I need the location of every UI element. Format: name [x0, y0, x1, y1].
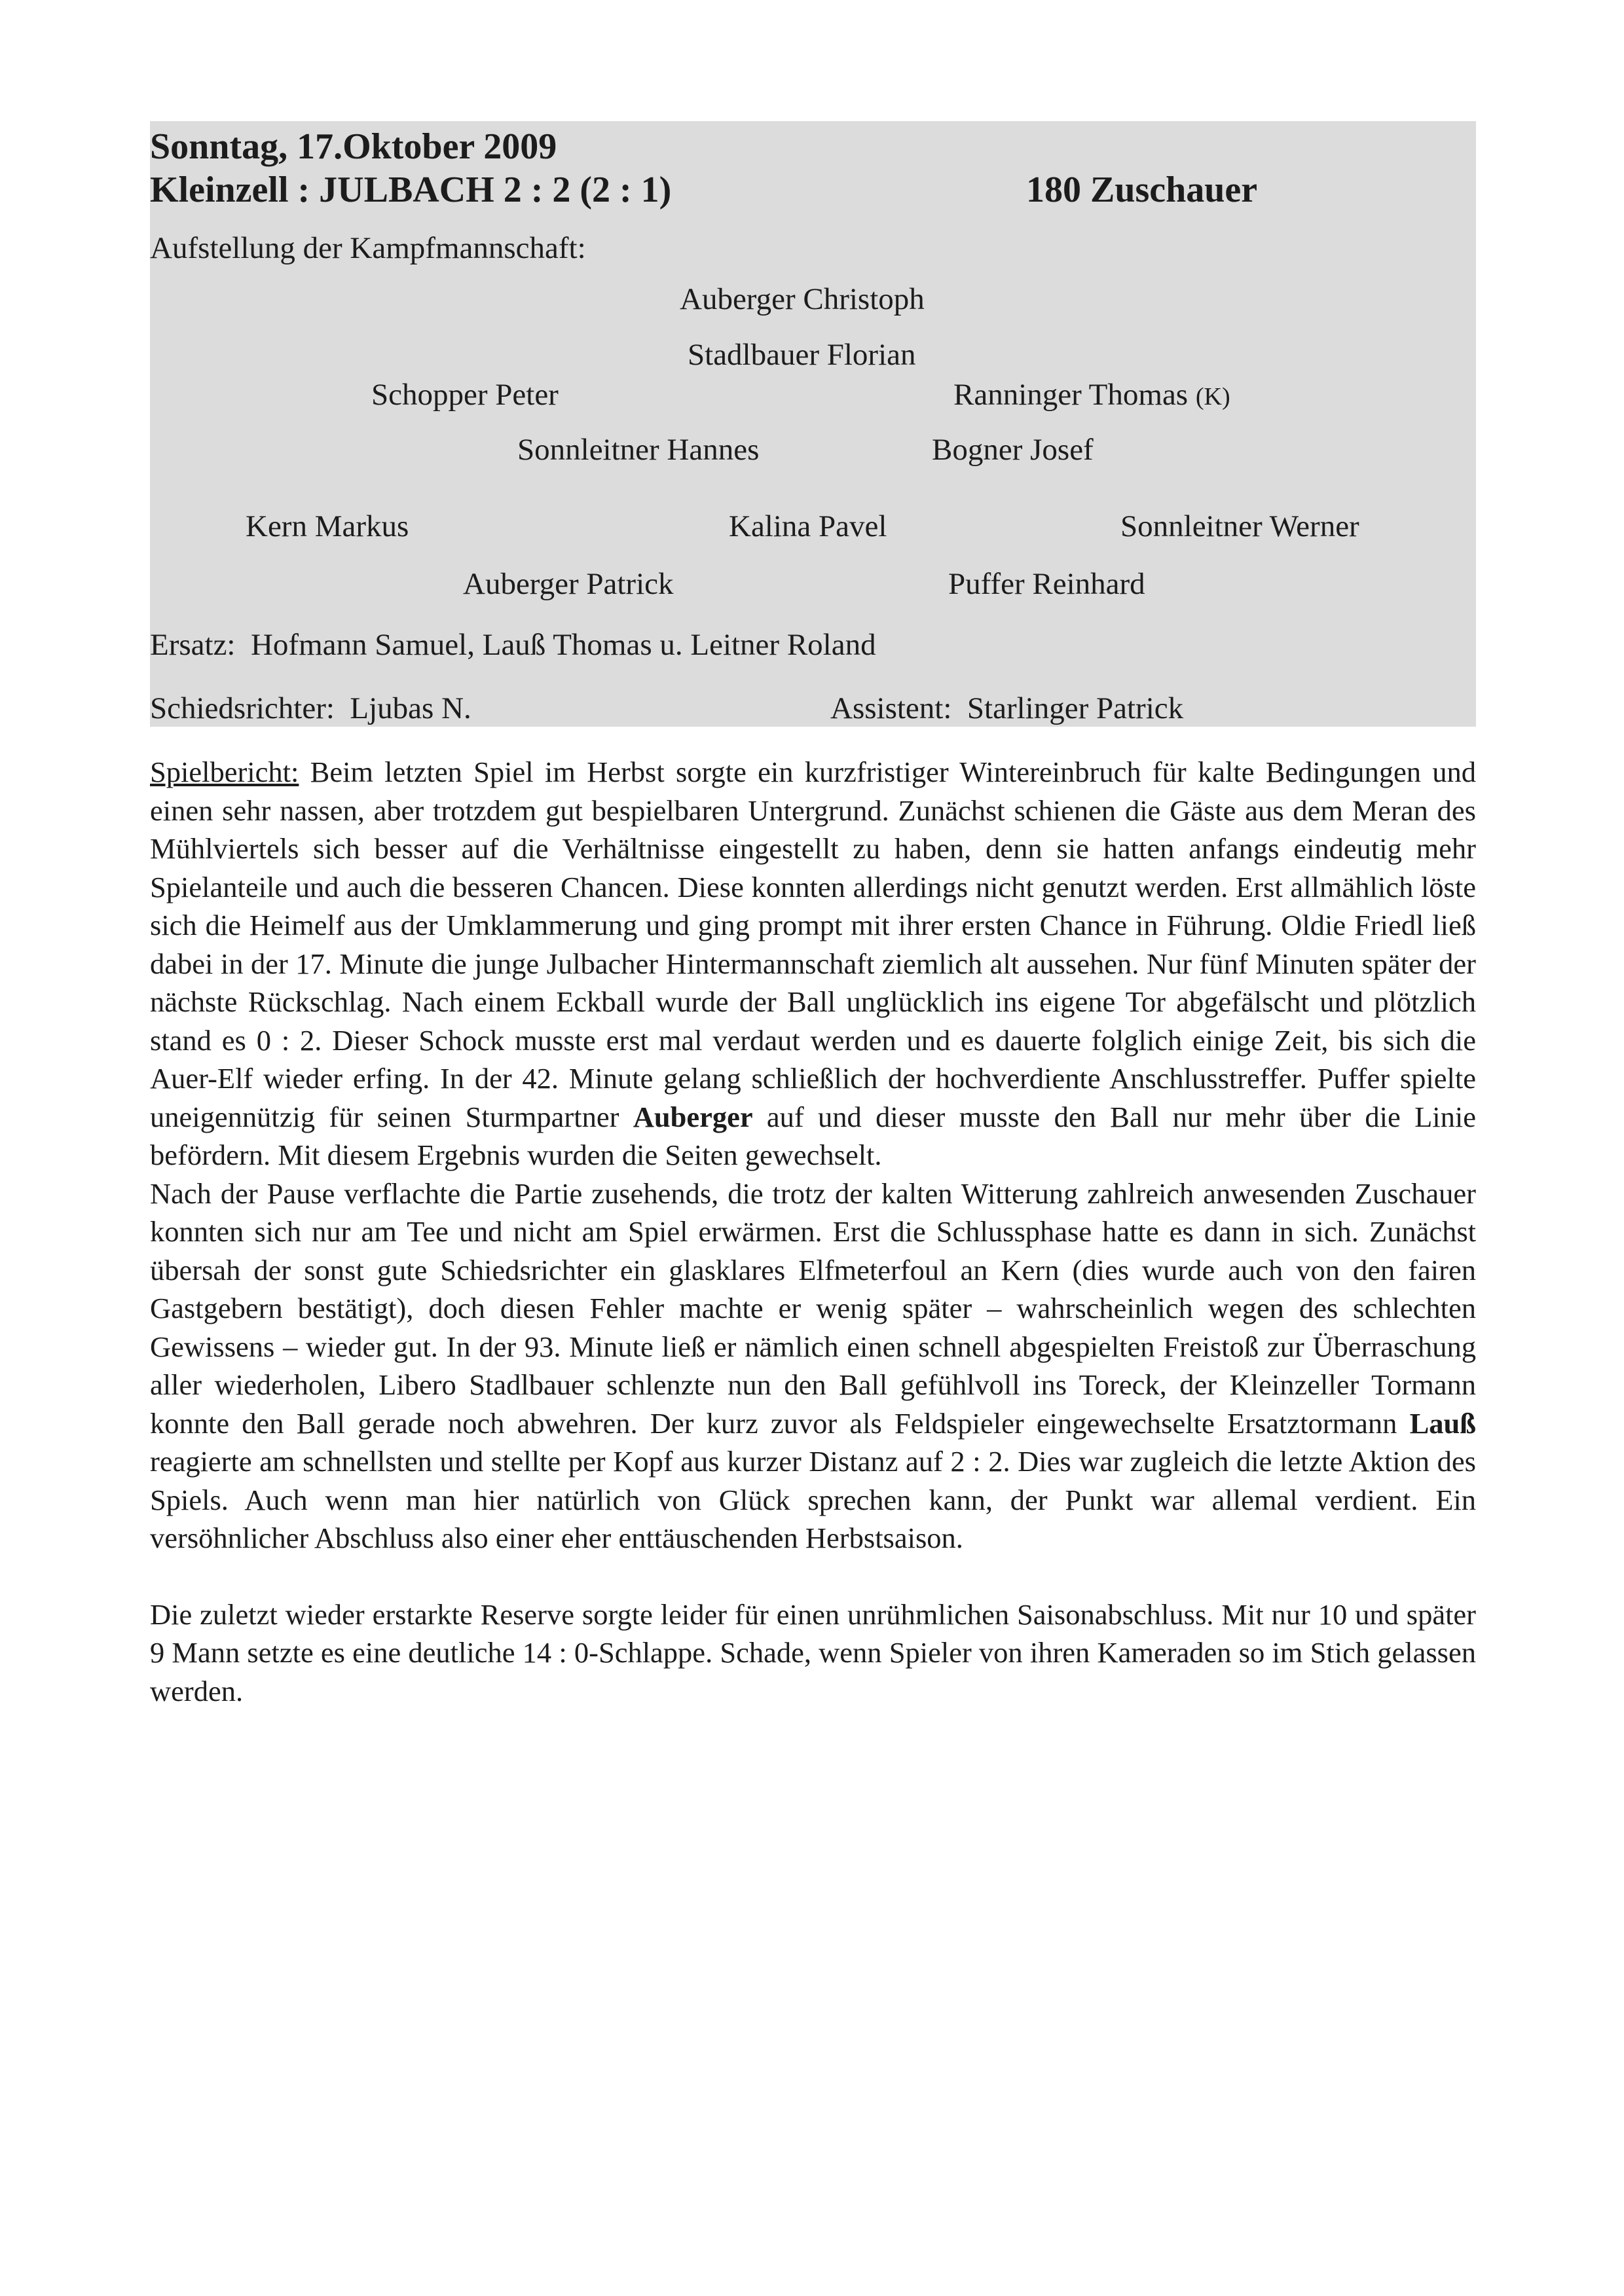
spectator-count: 180 Zuschauer	[1026, 170, 1258, 210]
match-result: Kleinzell : JULBACH 2 : 2 (2 : 1)	[150, 170, 672, 210]
match-report	[150, 753, 1476, 1710]
referee: Schiedsrichter: Ljubas N.	[150, 691, 471, 725]
player-wing-right: Sonnleitner Werner	[1120, 509, 1359, 543]
player-midfield-left: Sonnleitner Hannes	[517, 433, 760, 467]
player-name: Ranninger Thomas	[953, 378, 1189, 412]
captain-mark: (K)	[1195, 383, 1230, 410]
report-text: reagierte am schnellsten und stellte per Kopf aus kurzer Distanz auf 2 : 2. Dies war zugleich die letzte Aktion des Spiels. Auch wenn man hier natürlich von Glück sprechen kann, der Punkt war allemal verdient. Ein versöhnlicher Abschluss also einer eher enttäuschenden Herbstsaison.	[150, 1445, 1476, 1554]
player-libero: Stadlbauer Florian	[688, 338, 916, 372]
report-text: auf und dieser musste den Ball nur mehr über die Linie befördern. Mit diesem Ergebnis wurden die Seiten gewechselt.	[150, 1100, 1476, 1171]
player-goalkeeper: Auberger Christoph	[680, 282, 925, 316]
player-defender-left: Schopper Peter	[371, 378, 559, 412]
report-text: Beim letzten Spiel im Herbst sorgte ein kurzfristiger Wintereinbruch für kalte Bedingungen und einen sehr nassen, aber trotzdem gut bespielbaren Untergrund. Zunächst schienen die Gäste aus dem Meran des Mühlviertels sich besser auf die Verhältnisse eingestellt zu haben, denn sie hatten anfangs eindeutig mehr Spielanteile und auch die besseren Chancen. Diese konnten allerdings nicht genutzt werden. Erst allmählich löste sich die Heimelf aus der Umklammerung und ging prompt mit ihrer ersten Chance in Führung. Oldie Friedl ließ dabei in der 17. Minute die junge Julbacher Hintermannschaft ziemlich alt aussehen. Nur fünf Minuten später der nächste Rückschlag. Nach einem Eckball wurde der Ball unglücklich ins eigene Tor abgefälscht und plötzlich stand es 0 : 2. Dieser Schock musste erst mal verdaut werden und es dauerte folglich einige Zeit, bis sich die Auer-Elf wieder erfing. In der 42. Minute gelang schließlich der hochverdiente Anschlusstreffer. Puffer spielte uneigennützig für seinen Sturmpartner	[150, 756, 1476, 1133]
report-text: Nach der Pause verflachte die Partie zusehends, die trotz der kalten Witterung zahlreich anwesenden Zuschauer konnten sich nur am Tee und nicht am Spiel erwärmen. Erst die Schlussphase hatte es dann in sich. Zunächst übersah der sonst gute Schiedsrichter ein glasklares Elfmeterfoul an Kern (dies wurde auch von den fairen Gastgebern bestätigt), doch diesen Fehler machte er wenig später – wahrscheinlich wegen des schlechten Gewissens – wieder gut. In der 93. Minute ließ er nämlich einen schnell abgespielten Freistoß zur Überraschung aller wiederholen, Libero Stadlbauer schlenzte nun den Ball gefühlvoll ins Toreck, der Kleinzeller Tormann konnte den Ball gerade noch abwehren. Der kurz zuvor als Feldspieler eingewechselte Ersatztormann	[150, 1176, 1476, 1440]
report-paragraph	[150, 1175, 1476, 1558]
player-midfield-right: Bogner Josef	[932, 433, 1094, 467]
player-center: Kalina Pavel	[729, 509, 887, 543]
player-forward-right: Puffer Reinhard	[948, 567, 1145, 601]
reserve-paragraph: Die zuletzt wieder erstarkte Reserve sorgte leider für einen unrühmlichen Saisonabschluss. Mit nur 10 und später 9 Mann setzte es eine deutliche 14 : 0-Schlappe. Schade, wenn Spieler von ihren Kameraden so im Stich gelassen werden.	[150, 1597, 1476, 1707]
lineup-label: Aufstellung der Kampfmannschaft:	[150, 231, 586, 265]
player-forward-left: Auberger Patrick	[463, 567, 674, 601]
player-wing-left: Kern Markus	[246, 509, 409, 543]
substitutes: Ersatz: Hofmann Samuel, Lauß Thomas u. Leitner Roland	[150, 628, 876, 662]
report-label: Spielbericht:	[150, 756, 299, 788]
assistant-referee: Assistent: Starlinger Patrick	[830, 691, 1184, 725]
report-highlight-name: Auberger	[633, 1100, 753, 1133]
report-paragraph	[150, 753, 1476, 1175]
match-date: Sonntag, 17.Oktober 2009	[150, 126, 557, 167]
report-highlight-name: Lauß	[1409, 1406, 1476, 1440]
player-defender-right	[953, 380, 1230, 410]
